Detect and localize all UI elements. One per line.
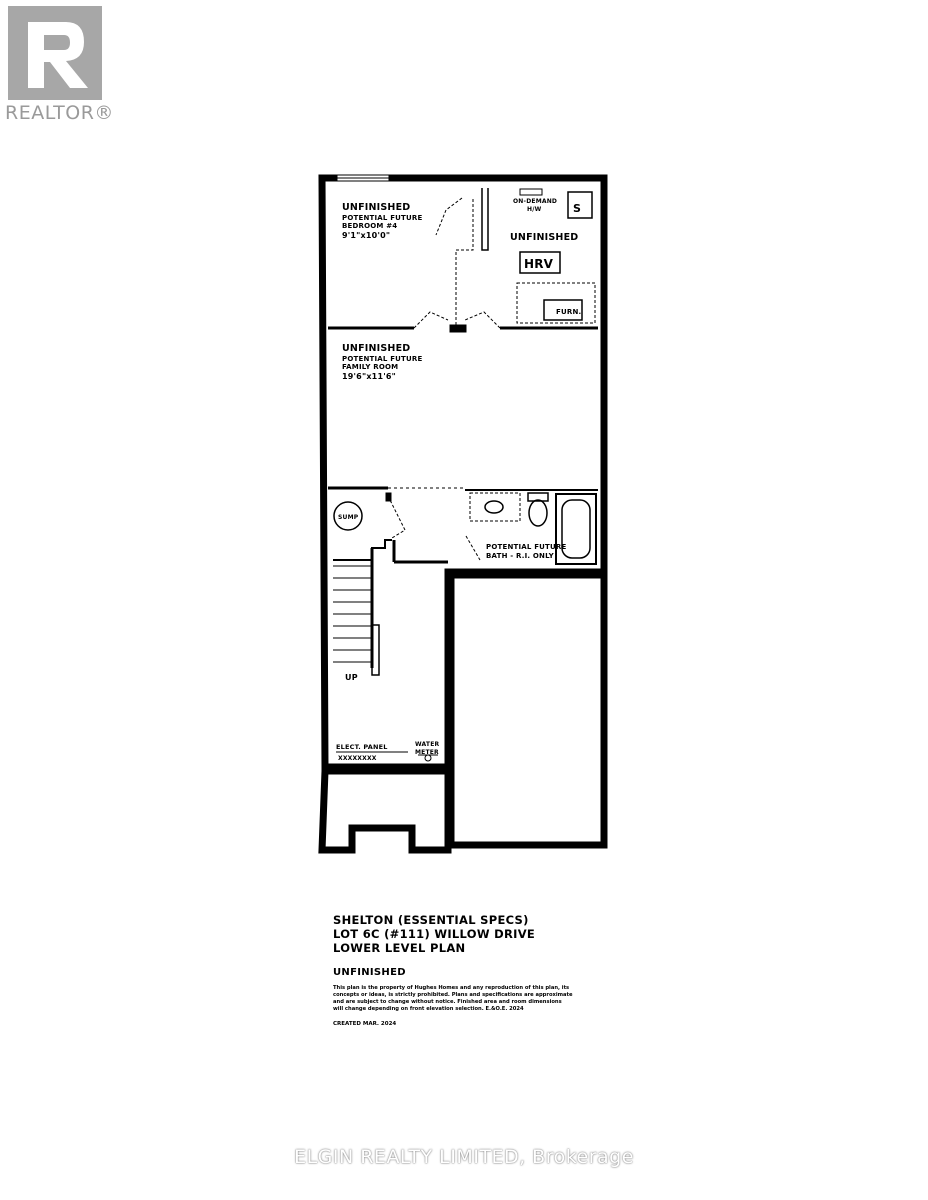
sink-label: S xyxy=(573,202,582,215)
on-demand-label: ON-DEMAND xyxy=(513,198,558,205)
hw-label: H/W xyxy=(527,206,542,213)
top-window xyxy=(337,175,389,181)
bedroom-size: 9'1"x10'0" xyxy=(342,231,391,240)
elect-panel-label: ELECT. PANEL xyxy=(336,743,388,751)
bedroom-doors xyxy=(414,188,500,332)
water-meter-label-line1: WATER xyxy=(415,741,440,748)
stairs-up-label: UP xyxy=(345,673,358,682)
bedroom-name-line1: POTENTIAL FUTURE xyxy=(342,214,423,222)
bedroom-status-label: UNFINISHED xyxy=(342,202,411,213)
family-name-line2: FAMILY ROOM xyxy=(342,363,399,371)
sump-label: SUMP xyxy=(338,514,359,521)
bedroom-name-line2: BEDROOM #4 xyxy=(342,222,398,230)
mechanical-status-label: UNFINISHED xyxy=(510,232,579,243)
bath-label-line2: BATH - R.I. ONLY xyxy=(486,552,554,560)
hrv-label: HRV xyxy=(524,257,554,271)
elect-panel-marks: XXXXXXXX xyxy=(338,755,377,762)
water-meter-label-line2: METER xyxy=(415,749,439,756)
family-size: 19'6"x11'6" xyxy=(342,372,396,381)
plan-title-line1: SHELTON (ESSENTIAL SPECS) xyxy=(333,913,529,927)
family-status-label: UNFINISHED xyxy=(342,343,411,354)
bath-label-line1: POTENTIAL FUTURE xyxy=(486,543,567,551)
realtor-logo-text: REALTOR® xyxy=(5,102,114,124)
plan-title-block xyxy=(333,913,633,1027)
plan-created-date: CREATED MAR. 2024 xyxy=(333,1021,397,1027)
furnace-label: FURN. xyxy=(556,308,582,316)
family-name-line1: POTENTIAL FUTURE xyxy=(342,355,423,363)
plan-subtitle: UNFINISHED xyxy=(333,967,406,978)
brokerage-watermark: ELGIN REALTY LIMITED, Brokerage xyxy=(294,1146,634,1168)
plan-title-line2: LOT 6C (#111) WILLOW DRIVE xyxy=(333,927,536,941)
plan-legal-notice: This plan is the property of Hughes Homes and any reproduction of this plan, its concepts or ideas, is strictly prohibited. Plans and specifications are approximate and are subject to change without notice. Finished area and room dimensions will change depending on front elevation selection. E.&O.E. 2024 xyxy=(333,985,573,1012)
plan-title-line3: LOWER LEVEL PLAN xyxy=(333,941,466,955)
